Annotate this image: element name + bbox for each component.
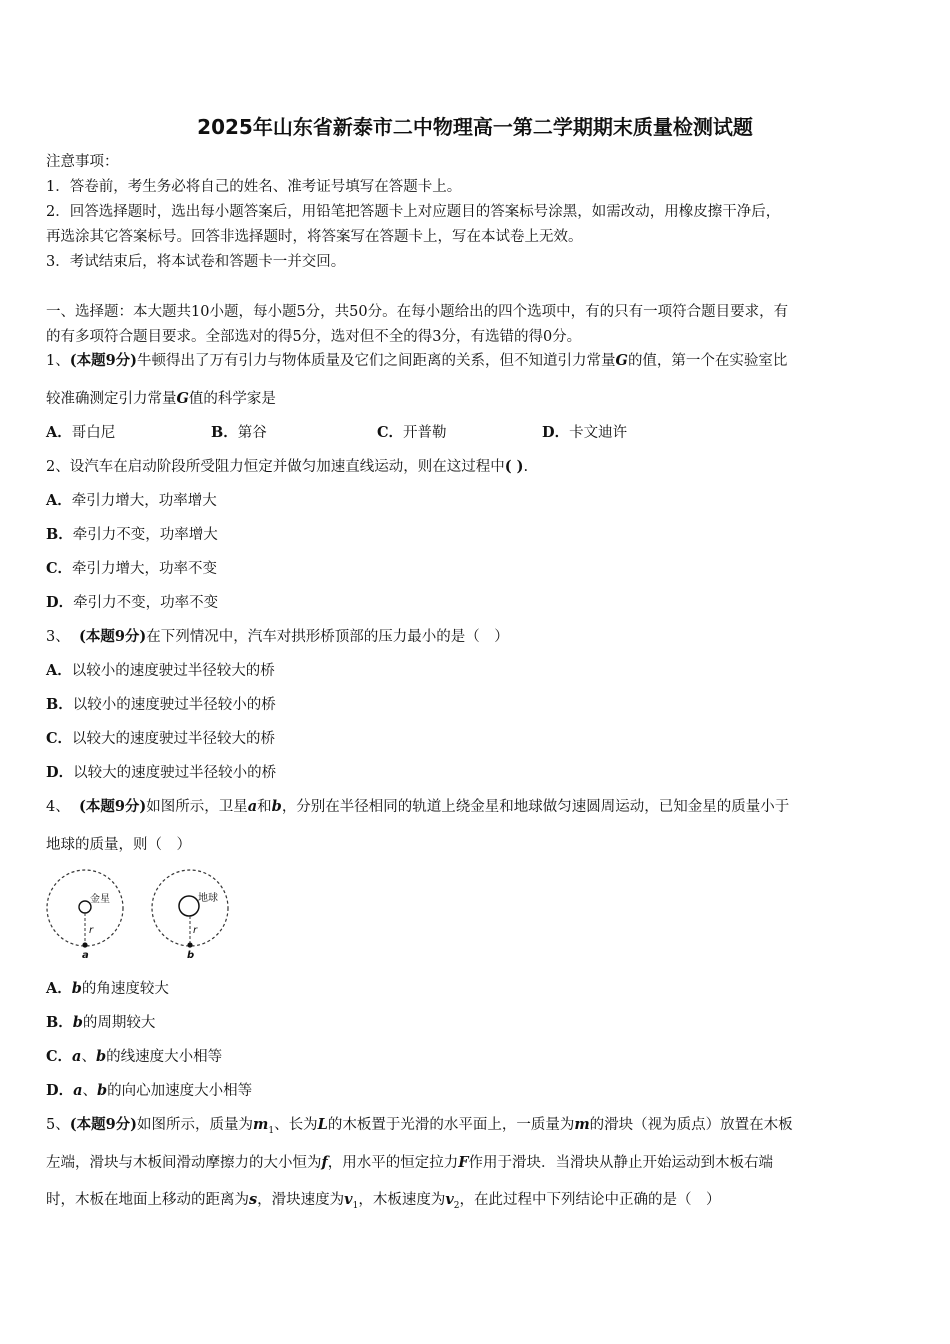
radius-label: r xyxy=(193,925,198,936)
option-c[interactable] xyxy=(46,1047,908,1067)
question-text: 、长为 xyxy=(274,1117,318,1133)
question-text: 的滑块（视为质点）放置在木板 xyxy=(589,1117,793,1133)
section-intro: 的有多项符合题目要求。全部选对的得5分，选对但不全的得3分，有选错的得0分。 xyxy=(46,329,582,345)
satellite-label: a xyxy=(82,950,89,961)
question-score: (本题9分) xyxy=(78,628,147,645)
question-text: 值的科学家是 xyxy=(188,391,276,407)
question-5-line xyxy=(46,1153,908,1173)
math-symbol: F xyxy=(458,1154,469,1171)
math-subscript: 1 xyxy=(352,1200,359,1211)
question-score: (本题9分) xyxy=(78,798,147,815)
math-symbol: a xyxy=(73,1082,83,1099)
option-text: 牵引力不变，功率增大 xyxy=(72,527,218,543)
option-text: 的角速度较大 xyxy=(81,981,169,997)
math-symbol: b xyxy=(96,1082,108,1099)
question-text: 的木板置于光滑的水平面上，一质量为 xyxy=(327,1117,575,1133)
option-text: 的周期较大 xyxy=(82,1015,156,1031)
option-text: 哥白尼 xyxy=(71,425,116,441)
option-text: 第谷 xyxy=(237,425,267,441)
option-label: C． xyxy=(46,560,73,577)
option-label: A． xyxy=(46,662,72,679)
question-text: ，滑块速度为 xyxy=(257,1192,345,1208)
option-c[interactable] xyxy=(46,559,908,579)
question-1-line xyxy=(46,351,908,371)
option-text: 以较小的速度驶过半径较大的桥 xyxy=(71,663,275,679)
math-symbol: G xyxy=(615,352,628,369)
notice-item: 2．回答选择题时，选出每小题答案后，用铅笔把答题卡上对应题目的答案标号涂黑，如需改动，用橡皮擦干净后， xyxy=(46,204,781,220)
notice-item: 再选涂其它答案标号。回答非选择题时，将答案写在答题卡上，写在本试卷上无效。 xyxy=(46,229,583,245)
option-text: 、 xyxy=(82,1083,97,1099)
math-symbol: f xyxy=(321,1154,328,1171)
question-2-line xyxy=(46,457,908,477)
option-text: 牵引力增大，功率不变 xyxy=(72,561,218,577)
question-5-line xyxy=(46,1190,908,1216)
question-4-line xyxy=(46,797,908,817)
option-text: 以较小的速度驶过半径较小的桥 xyxy=(72,697,276,713)
option-b[interactable] xyxy=(46,695,908,715)
option-label: C． xyxy=(46,730,73,747)
option-text: 牵引力增大，功率增大 xyxy=(71,493,217,509)
answer-paren: ( ) xyxy=(504,458,524,475)
question-number: 5、 xyxy=(46,1117,70,1133)
math-symbol: a xyxy=(72,1048,82,1065)
math-symbol: L xyxy=(317,1116,328,1133)
notice-item: 1．答卷前，考生务必将自己的姓名、准考证号填写在答题卡上。 xyxy=(46,179,462,195)
option-label: D． xyxy=(542,424,570,441)
math-symbol: m xyxy=(574,1116,590,1133)
question-text: 在下列情况中，汽车对拱形桥顶部的压力最小的是（ ） xyxy=(146,629,509,645)
option-label: D． xyxy=(46,764,74,781)
option-text: 以较大的速度驶过半径较小的桥 xyxy=(73,765,277,781)
question-4-line: 地球的质量，则（ ） xyxy=(46,837,191,853)
math-symbol: b xyxy=(71,980,82,997)
question-text: 牛顿得出了万有引力与物体质量及它们之间距离的关系，但不知道引力常量 xyxy=(137,353,616,369)
option-text: 以较大的速度驶过半径较大的桥 xyxy=(72,731,276,747)
question-text: 时，木板在地面上移动的距离为 xyxy=(46,1192,249,1208)
satellite-label: b xyxy=(187,950,195,961)
question-text: 较准确测定引力常量 xyxy=(46,391,177,407)
option-label: B． xyxy=(46,526,73,543)
question-text: 左端，滑块与木板间滑动摩擦力的大小恒为 xyxy=(46,1155,322,1171)
option-d[interactable] xyxy=(46,593,908,613)
question-text: 和 xyxy=(257,799,272,815)
option-label: A． xyxy=(46,492,72,509)
math-symbol: a xyxy=(247,798,258,815)
question-3-line xyxy=(46,627,908,647)
option-a[interactable] xyxy=(46,661,908,681)
notice-item: 3．考试结束后，将本试卷和答题卡一并交回。 xyxy=(46,254,346,270)
math-symbol: G xyxy=(176,390,189,407)
question-score: (本题9分) xyxy=(69,352,138,369)
question-text: ，分别在半径相同的轨道上绕金星和地球做匀速圆周运动，已知金星的质量小于 xyxy=(281,799,790,815)
math-subscript: 1 xyxy=(268,1125,275,1136)
section-intro: 一、选择题：本大题共10小题，每小题5分，共50分。在每小题给出的四个选项中，有的只有一项符合题目要求，有 xyxy=(46,304,789,320)
venus-orbit-diagram xyxy=(47,870,123,961)
option-a[interactable] xyxy=(46,979,908,999)
question-text: 设汽车在启动阶段所受阻力恒定并做匀加速直线运动，则在这过程中 xyxy=(69,459,505,475)
option-b[interactable] xyxy=(211,423,267,443)
math-symbol: v xyxy=(344,1191,353,1208)
question-number: 3、 xyxy=(46,629,70,645)
option-d[interactable] xyxy=(542,423,627,443)
option-a[interactable] xyxy=(46,423,115,443)
question-text: . xyxy=(523,459,529,475)
option-label: C． xyxy=(46,1048,73,1065)
math-symbol: b xyxy=(271,798,282,815)
option-label: D． xyxy=(46,594,74,611)
question-1-line xyxy=(46,389,908,409)
option-label: B． xyxy=(211,424,238,441)
question-text: ，木板速度为 xyxy=(358,1192,446,1208)
radius-label: r xyxy=(89,925,94,936)
option-label: B． xyxy=(46,696,73,713)
math-symbol: m xyxy=(253,1116,269,1133)
question-text: ，在此过程中下列结论中正确的是（ ） xyxy=(459,1192,721,1208)
math-symbol: b xyxy=(72,1014,83,1031)
satellite-a xyxy=(82,942,87,947)
option-label: C． xyxy=(377,424,404,441)
option-d[interactable] xyxy=(46,1081,908,1101)
option-a[interactable] xyxy=(46,491,908,511)
option-text: 开普勒 xyxy=(403,425,447,441)
question-text: ，用水平的恒定拉力 xyxy=(327,1155,459,1171)
option-text: 的线速度大小相等 xyxy=(106,1049,223,1065)
question-number: 1、 xyxy=(46,353,70,369)
earth-planet xyxy=(179,896,199,916)
notice-heading: 注意事项： xyxy=(46,154,119,170)
option-label: D． xyxy=(46,1082,74,1099)
earth-orbit-diagram xyxy=(152,870,228,961)
question-5-line xyxy=(46,1115,908,1141)
question-text: 如图所示，质量为 xyxy=(137,1117,254,1133)
question-text: 如图所示，卫星 xyxy=(146,799,248,815)
option-label: A． xyxy=(46,980,72,997)
math-symbol: b xyxy=(95,1048,107,1065)
option-text: 、 xyxy=(81,1049,96,1065)
question-score: (本题9分) xyxy=(69,1116,138,1133)
option-c[interactable] xyxy=(377,423,447,443)
orbit-figure xyxy=(40,866,240,962)
option-c[interactable] xyxy=(46,729,908,749)
satellite-b xyxy=(187,942,192,947)
option-text: 的向心加速度大小相等 xyxy=(107,1083,253,1099)
option-label: B． xyxy=(46,1014,73,1031)
question-text: 的值，第一个在实验室比 xyxy=(627,353,788,369)
option-b[interactable] xyxy=(46,1013,908,1033)
option-text: 卡文迪许 xyxy=(569,425,628,441)
option-d[interactable] xyxy=(46,763,908,783)
planet-label: 地球 xyxy=(198,893,218,904)
question-number: 4、 xyxy=(46,799,70,815)
math-symbol: v xyxy=(445,1191,454,1208)
question-text: 作用于滑块．当滑块从静止开始运动到木板右端 xyxy=(468,1155,774,1171)
question-number: 2、 xyxy=(46,459,70,475)
math-subscript: 2 xyxy=(453,1200,460,1211)
option-b[interactable] xyxy=(46,525,908,545)
math-symbol: s xyxy=(249,1191,258,1208)
option-text: 牵引力不变，功率不变 xyxy=(73,595,219,611)
option-label: A． xyxy=(46,424,72,441)
page-title: 2025年山东省新泰市二中物理高一第二学期期末质量检测试题 xyxy=(197,115,753,139)
planet-label: 金星 xyxy=(90,894,110,905)
